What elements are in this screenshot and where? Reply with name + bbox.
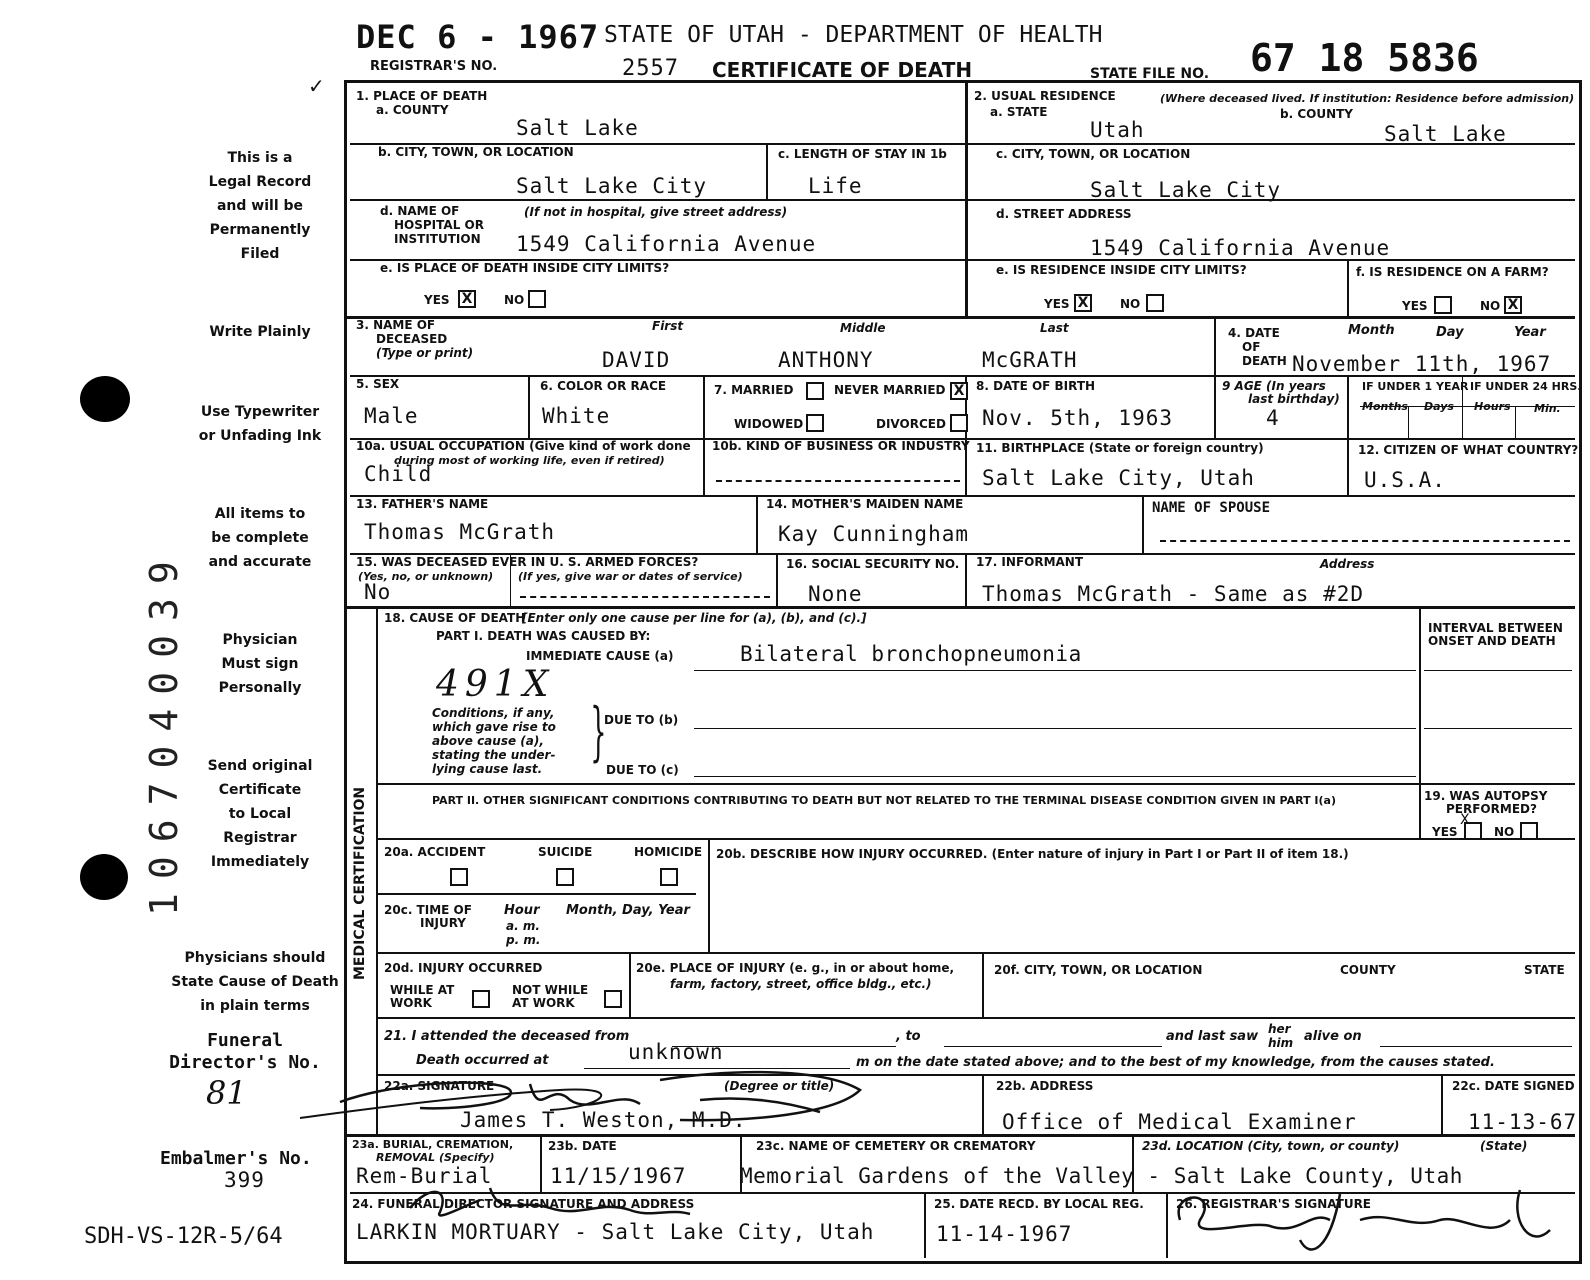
injury-state-label: STATE: [1524, 963, 1565, 977]
min-label: Min.: [1534, 402, 1561, 415]
check-mark: ✓: [308, 74, 325, 98]
injury-county-label: COUNTY: [1340, 963, 1396, 977]
place-of-death-label: 1. PLACE OF DEATH: [356, 89, 488, 103]
hours-label: Hours: [1474, 400, 1511, 413]
married-checkbox[interactable]: [806, 382, 824, 400]
occupation-label: 10a. USUAL OCCUPATION (Give kind of work done: [356, 439, 691, 453]
age: 4: [1266, 406, 1280, 430]
immediate-cause: Bilateral bronchopneumonia: [740, 642, 1082, 666]
disposition: Rem-Burial: [356, 1164, 493, 1188]
interval-label: INTERVAL BETWEEN ONSET AND DEATH: [1428, 621, 1563, 648]
death-city-label: b. CITY, TOWN, OR LOCATION: [378, 145, 574, 159]
embalmer-no: 399: [224, 1168, 265, 1192]
date-of-birth: Nov. 5th, 1963: [982, 406, 1174, 430]
days-label: Days: [1424, 400, 1454, 413]
middle-name: ANTHONY: [778, 348, 874, 372]
cause-note: Physicians should State Cause of Death in plain terms: [171, 950, 339, 1014]
under-1-year-label: IF UNDER 1 YEAR: [1362, 380, 1469, 393]
married-label: 7. MARRIED: [714, 383, 794, 397]
hour-label: Hour: [504, 903, 540, 918]
homicide-label: HOMICIDE: [634, 845, 703, 859]
citizen-label: 12. CITIZEN OF WHAT COUNTRY?: [1358, 443, 1579, 457]
race: White: [542, 404, 611, 428]
autopsy-mark: X: [1460, 812, 1470, 828]
race-label: 6. COLOR OR RACE: [540, 379, 667, 393]
occurred-at-label: Death occurred at: [416, 1053, 549, 1068]
middle-label: Middle: [840, 321, 886, 335]
informant-address-label: Address: [1320, 557, 1375, 571]
form-title: CERTIFICATE OF DEATH: [712, 58, 973, 82]
suicide-checkbox[interactable]: [556, 868, 574, 886]
state-file-no-label: STATE FILE NO.: [1090, 66, 1210, 82]
date-received: 11-14-1967: [936, 1222, 1073, 1246]
alive-on-label: alive on: [1304, 1029, 1362, 1044]
cause-code: 491X: [436, 664, 555, 705]
armed-forces-label: 15. WAS DECEASED EVER IN U. S. ARMED FORCES?: [356, 555, 699, 569]
residence-state-label: a. STATE: [990, 105, 1048, 119]
medical-certification-label: MEDICAL CERTIFICATION: [352, 786, 368, 980]
res-yes-label: YES: [1044, 297, 1070, 311]
agency-title: STATE OF UTAH - DEPARTMENT OF HEALTH: [604, 22, 1103, 48]
cemetery-location: Memorial Gardens of the Valley - Salt Lake County, Utah: [740, 1164, 1463, 1188]
residence-inside-limits-yes-checkbox[interactable]: X: [1074, 294, 1092, 312]
date-signed: 11-13-67: [1468, 1110, 1578, 1134]
year-label: Year: [1514, 325, 1546, 340]
autopsy-no-label: NO: [1494, 825, 1515, 839]
cause-of-death-hint: [Enter only one cause per line for (a), (b), and (c).]: [522, 611, 867, 625]
state-file-no: 67 18 5836: [1250, 36, 1479, 80]
injury-city-label: 20f. CITY, TOWN, OR LOCATION: [994, 963, 1203, 977]
day-label: Day: [1436, 325, 1464, 340]
cemetery-location-label: 23d. LOCATION (City, town, or county): [1142, 1139, 1400, 1153]
autopsy-no-checkbox[interactable]: [1520, 822, 1538, 840]
armed-hint-2: (If yes, give war or dates of service): [518, 570, 743, 583]
business-blank: [716, 480, 960, 482]
farm-label: f. IS RESIDENCE ON A FARM?: [1356, 265, 1549, 279]
first-label: First: [652, 319, 684, 333]
her-him-label: her him: [1268, 1022, 1294, 1050]
residence-state: Utah: [1090, 118, 1145, 142]
funeral-director-label: Funeral Director's No.: [169, 1030, 321, 1073]
immediate-cause-line: [694, 670, 1416, 671]
father-name: Thomas McGrath: [364, 520, 556, 544]
punch-hole-top: [80, 376, 130, 422]
signature-label: 22a. SIGNATURE: [384, 1079, 495, 1093]
due-to-c-line: [694, 776, 1416, 777]
due-to-b-label: DUE TO (b): [604, 713, 679, 727]
due-to-c-label: DUE TO (c): [606, 763, 679, 777]
burial-date-label: 23b. DATE: [548, 1139, 617, 1153]
street-address: 1549 California Avenue: [1090, 236, 1391, 260]
physician-address: Office of Medical Examiner: [1002, 1110, 1357, 1134]
divorced-label: DIVORCED: [876, 417, 946, 431]
injury-description-label: 20b. DESCRIBE HOW INJURY OCCURRED. (Enter nature of injury in Part I or Part II of item 18.): [716, 847, 1349, 861]
accident-label: 20a. ACCIDENT: [384, 845, 486, 859]
send-original-note: Send original Certificate to Local Registrar Immediately: [207, 758, 313, 870]
residence-inside-limits-no-checkbox[interactable]: [1146, 294, 1164, 312]
ssn-label: 16. SOCIAL SECURITY NO.: [786, 557, 960, 571]
conditions-note: Conditions, if any, which gave rise to above cause (a), stating the under- lying cause last.: [432, 706, 556, 776]
autopsy-label: 19. WAS AUTOPSY PERFORMED?: [1424, 789, 1548, 816]
place-of-injury-label: 20e. PLACE OF INJURY (e. g., in or about home,: [636, 961, 955, 975]
injury-occurred-label: 20d. INJURY OCCURRED: [384, 961, 543, 975]
last-name: McGRATH: [982, 348, 1078, 372]
registrar-no: 2557: [622, 56, 679, 81]
farm-yes-label: YES: [1402, 299, 1428, 313]
funeral-director: LARKIN MORTUARY - Salt Lake City, Utah: [356, 1220, 875, 1244]
sex: Male: [364, 404, 419, 428]
date-of-death: November 11th, 1967: [1292, 352, 1552, 376]
res-no-label: NO: [1120, 297, 1141, 311]
physician-name: James T. Weston, M.D.: [460, 1108, 747, 1132]
death-yes-label: YES: [424, 293, 450, 307]
armed-forces: No: [364, 580, 392, 604]
date-signed-label: 22c. DATE SIGNED: [1452, 1079, 1575, 1093]
mother-label: 14. MOTHER'S MAIDEN NAME: [766, 497, 964, 511]
cemetery-state-label: (State): [1480, 1139, 1528, 1153]
cemetery-label: 23c. NAME OF CEMETERY OR CREMATORY: [756, 1139, 1036, 1153]
spouse-blank: [1160, 540, 1570, 542]
armed-service-blank: [520, 596, 770, 598]
while-at-work-label: WHILE AT WORK: [390, 983, 455, 1010]
widowed-label: WIDOWED: [734, 417, 804, 431]
residence-county: Salt Lake: [1384, 122, 1507, 146]
mdy-label: Month, Day, Year: [566, 903, 690, 918]
microfilm-number: 1067040039: [142, 547, 186, 916]
conditions-brace: }: [590, 695, 607, 769]
date-received-label: 25. DATE RECD. BY LOCAL REG.: [934, 1197, 1144, 1211]
father-label: 13. FATHER'S NAME: [356, 497, 489, 511]
punch-hole-bottom: [80, 854, 128, 900]
hospital-hint: (If not in hospital, give street address): [524, 205, 788, 219]
date-of-death-label: 4. DATE OF DEATH: [1228, 326, 1287, 368]
armed-hint-1: (Yes, no, or unknown): [358, 570, 494, 583]
last-saw-label: and last saw: [1166, 1029, 1259, 1044]
street-address-label: d. STREET ADDRESS: [996, 207, 1132, 221]
funeral-director-signature-label: 24. FUNERAL DIRECTOR SIGNATURE AND ADDRESS: [352, 1197, 695, 1211]
attended-label: 21. I attended the deceased from: [384, 1029, 630, 1044]
not-while-at-work-label: NOT WHILE AT WORK: [512, 983, 589, 1010]
death-inside-limits-no-checkbox[interactable]: [528, 290, 546, 308]
widowed-checkbox[interactable]: [806, 414, 824, 432]
farm-no-checkbox[interactable]: X: [1504, 296, 1522, 314]
place-of-injury-hint: farm, factory, street, office bldg., etc.): [670, 977, 932, 991]
occupation: Child: [364, 462, 433, 486]
part2-label: PART II. OTHER SIGNIFICANT CONDITIONS CONTRIBUTING TO DEATH BUT NOT RELATED TO THE TERMINAL DISEASE CONDITION GIVEN IN PART I(a): [432, 794, 1337, 807]
registrar-signature: [1160, 1180, 1560, 1258]
residence-county-label: b. COUNTY: [1280, 107, 1353, 121]
complete-note: All items to be complete and accurate: [208, 506, 312, 570]
birthplace: Salt Lake City, Utah: [982, 466, 1255, 490]
farm-yes-checkbox[interactable]: [1434, 296, 1452, 314]
occupation-hint: during most of working life, even if retired): [394, 454, 665, 467]
death-inside-limits-label: e. IS PLACE OF DEATH INSIDE CITY LIMITS?: [380, 261, 670, 275]
attended-to-label: , to: [896, 1029, 921, 1044]
death-county: Salt Lake: [516, 116, 639, 140]
part1-label: PART I. DEATH WAS CAUSED BY:: [436, 629, 651, 643]
physician-address-label: 22b. ADDRESS: [996, 1079, 1094, 1093]
never-married-checkbox[interactable]: X: [950, 382, 968, 400]
time-of-injury-label: 20c. TIME OF INJURY: [384, 903, 472, 930]
death-county-label: a. COUNTY: [376, 103, 449, 117]
am-label: a. m.: [506, 919, 540, 933]
residence-label: 2. USUAL RESIDENCE: [974, 89, 1116, 103]
deceased-name-label: 3. NAME OF DECEASED (Type or print): [356, 318, 474, 360]
never-married-label: NEVER MARRIED: [834, 383, 946, 397]
residence-city-label: c. CITY, TOWN, OR LOCATION: [996, 147, 1191, 161]
typewriter-note: Use Typewriter or Unfading Ink: [198, 404, 322, 444]
autopsy-yes-label: YES: [1432, 825, 1458, 839]
date-of-birth-label: 8. DATE OF BIRTH: [976, 379, 1096, 393]
spouse-label: NAME OF SPOUSE: [1152, 500, 1271, 516]
business-label: 10b. KIND OF BUSINESS OR INDUSTRY: [712, 439, 970, 453]
residence-inside-limits-label: e. IS RESIDENCE INSIDE CITY LIMITS?: [996, 263, 1247, 277]
death-city: Salt Lake City: [516, 174, 708, 198]
registrar-no-label: REGISTRAR'S NO.: [370, 59, 498, 74]
accident-checkbox[interactable]: [450, 868, 468, 886]
divorced-checkbox[interactable]: [950, 414, 968, 432]
hospital-label: d. NAME OF HOSPITAL OR INSTITUTION: [380, 204, 484, 246]
occurred-at: unknown: [628, 1040, 724, 1064]
death-no-label: NO: [504, 293, 525, 307]
immediate-cause-label: IMMEDIATE CAUSE (a): [526, 649, 674, 663]
mother-name: Kay Cunningham: [778, 522, 970, 546]
occurred-tail: m on the date stated above; and to the best of my knowledge, from the causes stated.: [856, 1055, 1495, 1070]
length-of-stay-label: c. LENGTH OF STAY IN 1b: [778, 147, 947, 161]
disposition-label: 23a. BURIAL, CREMATION, REMOVAL (Specify): [352, 1138, 514, 1164]
last-label: Last: [1040, 321, 1069, 335]
embalmer-label: Embalmer's No.: [160, 1148, 312, 1169]
not-while-at-work-checkbox[interactable]: [604, 990, 622, 1008]
first-name: DAVID: [602, 348, 671, 372]
homicide-checkbox[interactable]: [660, 868, 678, 886]
birthplace-label: 11. BIRTHPLACE (State or foreign country): [976, 441, 1264, 455]
informant-label: 17. INFORMANT: [976, 555, 1084, 569]
informant: Thomas McGrath - Same as #2D: [982, 582, 1365, 606]
length-of-stay: Life: [808, 174, 863, 198]
death-inside-limits-yes-checkbox[interactable]: X: [458, 290, 476, 308]
ssn: None: [808, 582, 863, 606]
suicide-label: SUICIDE: [538, 845, 593, 859]
legal-record-note: This is a Legal Record and will be Permanently Filed: [208, 150, 312, 262]
residence-city: Salt Lake City: [1090, 178, 1282, 202]
while-at-work-checkbox[interactable]: [472, 990, 490, 1008]
form-code: SDH-VS-12R-5/64: [84, 1224, 283, 1249]
under-24-hrs-label: IF UNDER 24 HRS.: [1470, 380, 1582, 393]
cause-of-death-label: 18. CAUSE OF DEATH: [384, 611, 526, 625]
due-to-b-line: [694, 728, 1416, 729]
month-label: Month: [1348, 323, 1395, 338]
burial-date: 11/15/1967: [550, 1164, 687, 1188]
write-plainly-note: Write Plainly: [209, 324, 311, 340]
physician-sign-note: Physician Must sign Personally: [218, 632, 302, 696]
farm-no-label: NO: [1480, 299, 1501, 313]
physician-signature: [300, 1060, 880, 1140]
age-label: 9 AGE (In years last birthday): [1222, 379, 1340, 406]
degree-label: (Degree or title): [724, 1079, 835, 1093]
citizen: U.S.A.: [1364, 468, 1446, 492]
hospital: 1549 California Avenue: [516, 232, 817, 256]
months-label: Months: [1362, 400, 1408, 413]
residence-hint: (Where deceased lived. If institution: Residence before admission): [1160, 92, 1575, 105]
registrar-signature-label: 26. REGISTRAR'S SIGNATURE: [1176, 1197, 1371, 1211]
funeral-director-no: 81: [206, 1074, 247, 1112]
sex-label: 5. SEX: [356, 377, 400, 391]
pm-label: p. m.: [506, 933, 541, 947]
stamp-date: DEC 6 - 1967: [356, 18, 600, 56]
